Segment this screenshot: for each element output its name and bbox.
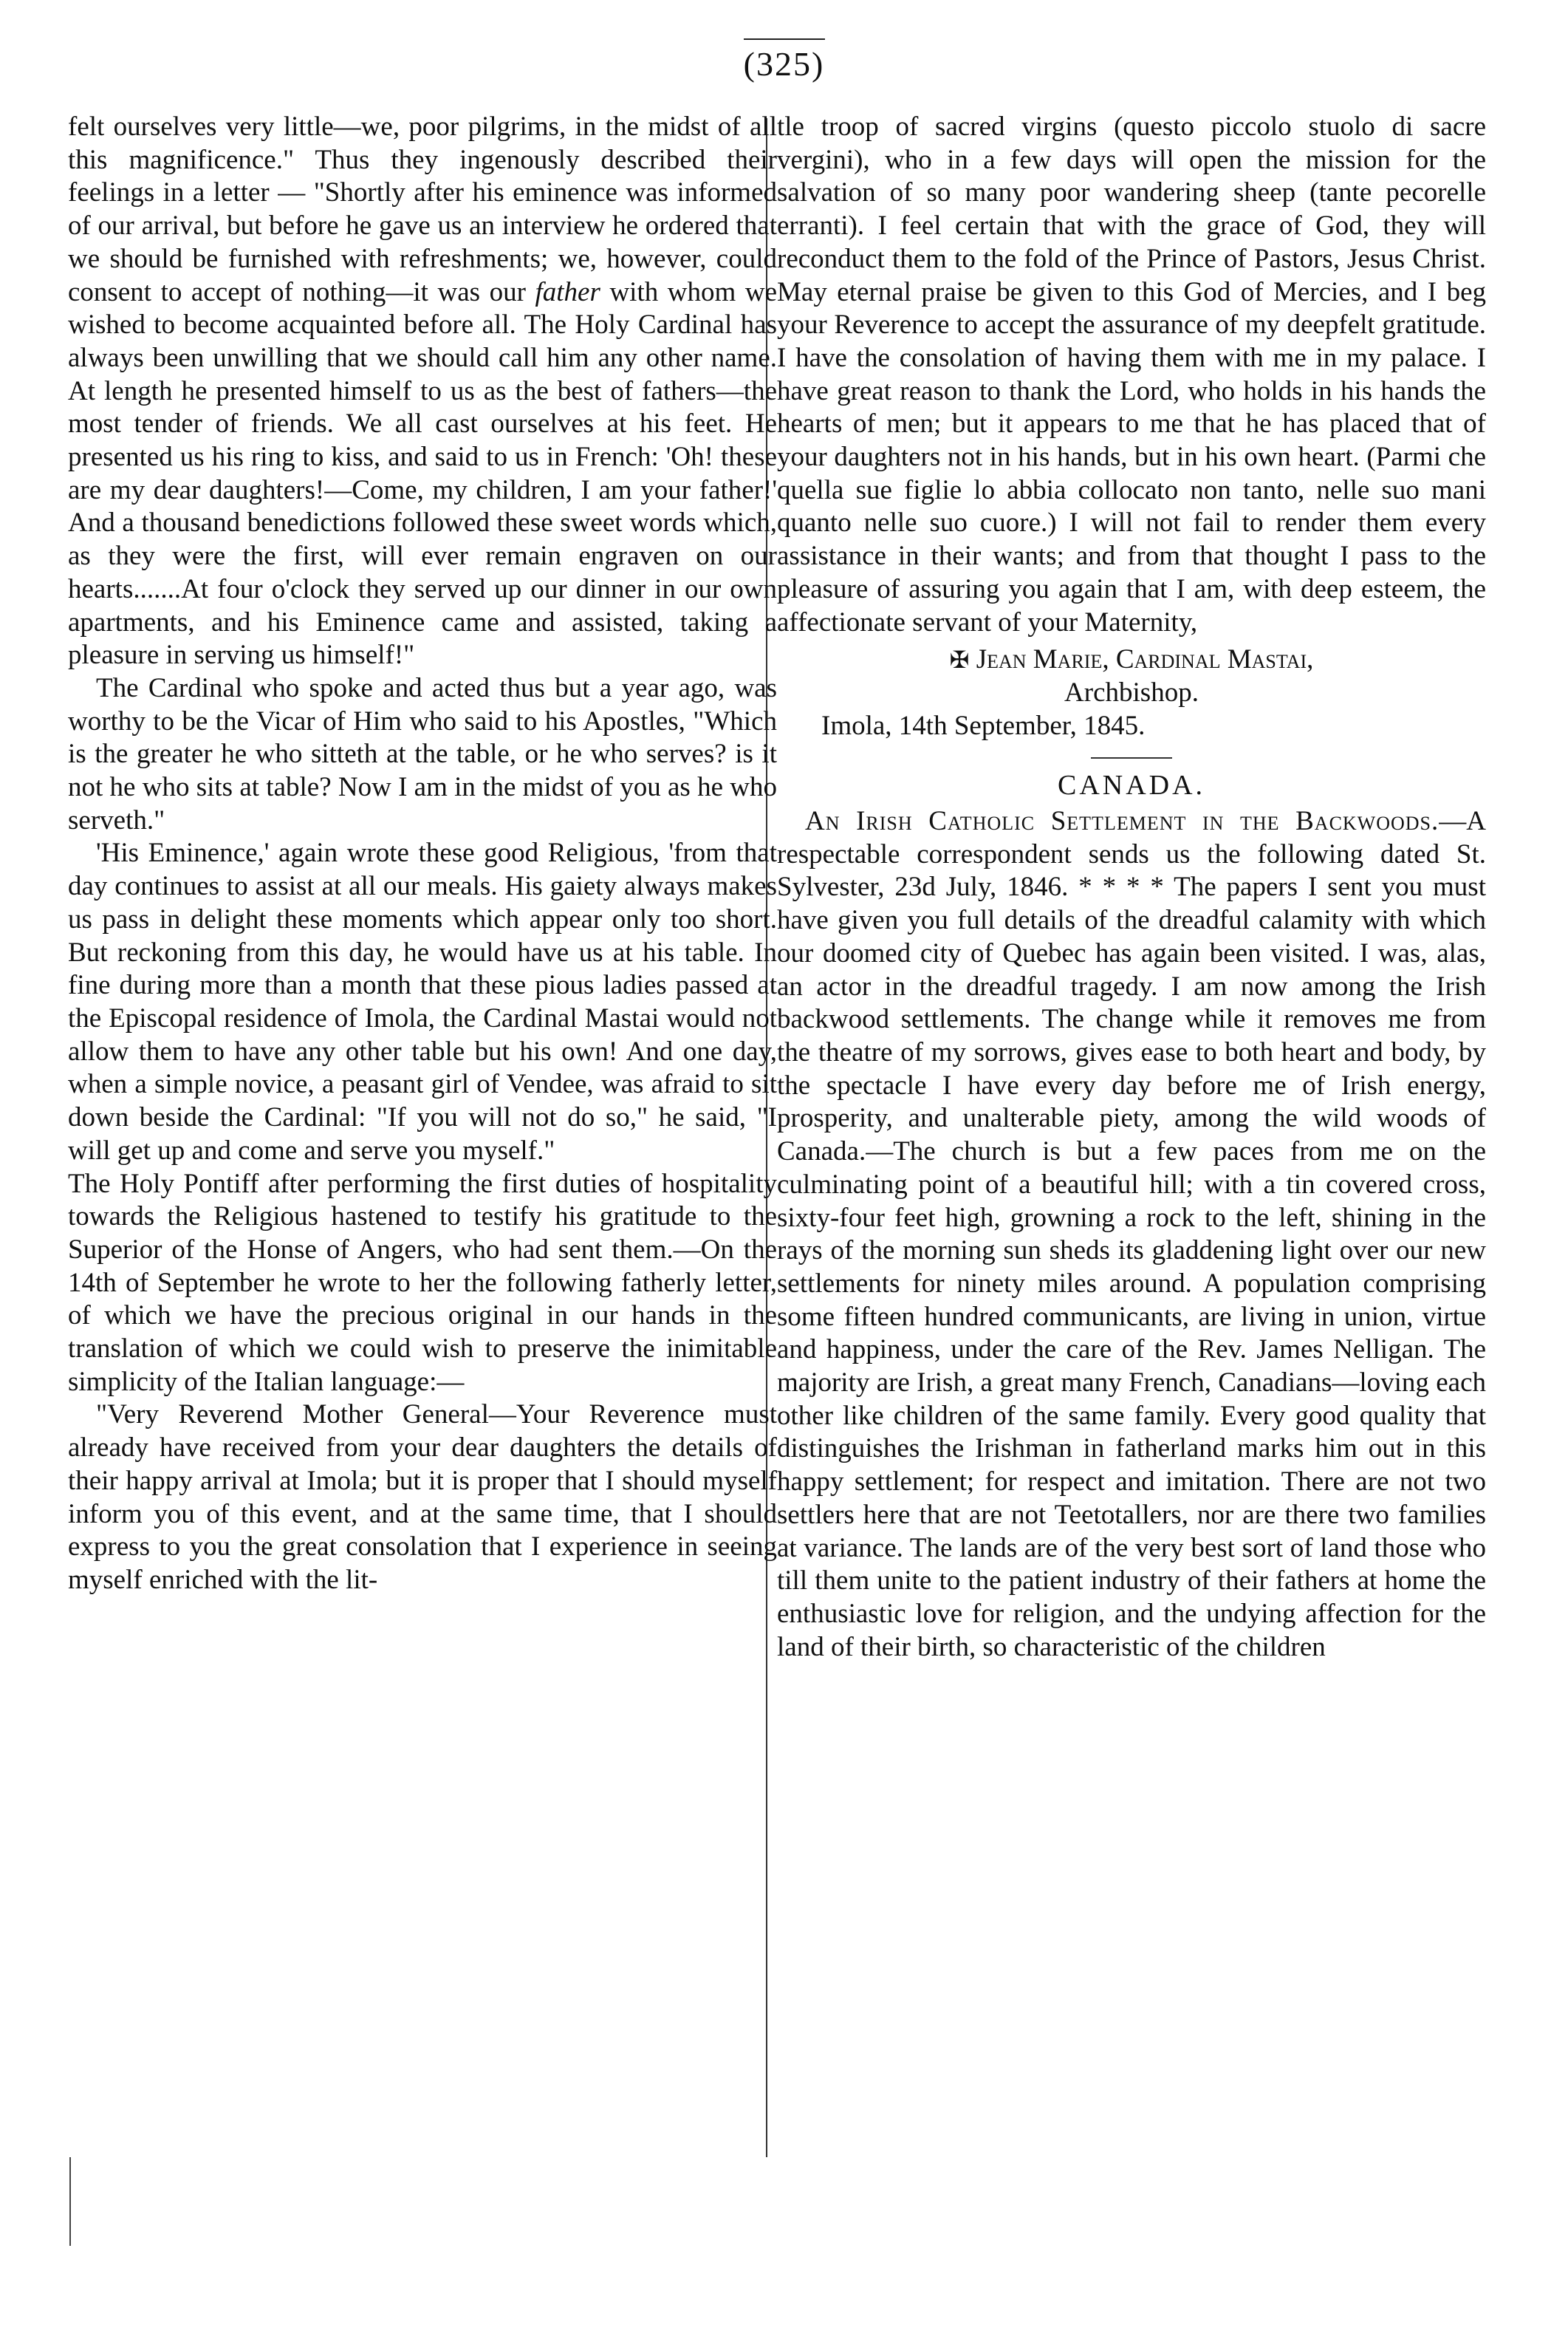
left-paragraph-1 [68, 111, 777, 672]
left-paragraph-2: The Cardinal who spoke and acted thus but a year ago, was worthy to be the Vicar of Him who said to his Apostles, "Which is the greater he who sitteth at the table, or he who serves? is it not he who sits at table? Now I am in the midst of you as he who serveth." [68, 672, 777, 836]
right-paragraph-1: tle troop of sacred virgins (questo piccolo stuolo di sacre vergini), who in a few days will open the mission for the salvation of so many poor wandering sheep (tante pecorelle erranti). I feel certain that with the grace of God, they will reconduct them to the fold of the Prince of Pastors, Jesus Christ. May eternal praise be given to this God of Mercies, and I beg your Reverence to accept the assurance of my deepfelt gratitude. I have the consolation of having them with me in my palace. I have great reason to thank the Lord, who holds in his hands the hearts of men; but it appears to me that he has placed that of your daughters not in his hands, but in his own heart. (Parmi che quella sue figlie lo abbia collocato non tanto, nelle suo mani quanto nelle suo cuore.) I will not fail to render them every assistance in their wants; and from that thought I pass to the pleasure of assuring you again that I am, with deep esteem, the affectionate servant of your Maternity, [777, 112, 1486, 638]
cross-icon: ✠ [949, 646, 970, 674]
margin-mark [69, 2157, 71, 2246]
left-paragraph-4: The Holy Pontiff after performing the first duties of hospitality towards the Religious hastened to testify his gratitude to the Superior of the Honse of Angers, who had sent them.—On the 14th of September he wrote to her the following fatherly letter, of which we have the precious original in our hands in the translation of which we could wish to preserve the inimitable simplicity of the Italian language:— [68, 1168, 777, 1397]
signature-line [777, 643, 1486, 677]
left-column [68, 111, 777, 1597]
left-paragraph-1-text: felt ourselves very little—we, poor pilgrims, in the midst of all this magnificence." Thus they ingenously described their feelings in a letter — "Shortly after his eminence was informed of our arrival, but before he gave us an interview he ordered that we should be furnished with refreshments; we, however, could consent to accept of nothing—it was our [68, 112, 777, 307]
lead-smallcaps: An Irish Catholic Settlement in the Backwoods. [805, 806, 1439, 837]
page-number-text: (325) [743, 45, 825, 83]
page-number [0, 38, 1568, 83]
signature-name: Jean Marie, [976, 644, 1109, 675]
right-column [777, 111, 1486, 1664]
section-rule [1091, 757, 1172, 759]
header-rule [744, 38, 825, 40]
right-paragraph-2 [777, 805, 1486, 1664]
right-paragraph-2-text: —A respectable correspondent sends us the following dated St. Sylvester, 23d July, 1846. * * * * The papers I sent you must have given you full details of the dreadful calamity with which our doomed city of Quebec has again been visited. I was, alas, an actor in the dreadful tragedy. I am now among the Irish backwood settlements. The change while it removes me from the theatre of my sorrows, gives ease to both heart and body, by the spectacle I have every day before me of Irish energy, prosperity, and unalterable piety, among the wild woods of Canada.—The church is but a few paces from me on the culminating point of a beautiful hill; with a tin covered cross, sixty-four feet high, growning a rock to the left, shining in the rays of the morning sun sheds its gladdening light over our new settlements for ninety miles around. A population comprising some fifteen hundred communicants, are living in union, virtue and happiness, under the care of the Rev. James Nelligan. The majority are Irish, a great many French, Canadians—loving each other like children of the same family. Every good quality that distinguishes the Irishman in fatherland marks him out in this happy settlement; for respect and imitation. There are not two settlers here that are not Teetotallers, nor are there two families at variance. The lands are of the very best sort of land those who till them unite to the patient industry of their fathers at home the enthusiastic love for religion, and the undying affection for the land of their birth, so characteristic of the children [777, 806, 1486, 1662]
signature-title: Archbishop. [1064, 677, 1199, 708]
dateline: Imola, 14th September, 1845. [821, 710, 1146, 741]
left-paragraph-5: "Very Reverend Mother General—Your Reverence must already have received from your dear daughters the details of their happy arrival at Imola; but it is proper that I should myself inform you of this event, and at the same time, that I should express to you the great consolation that I experience in seeing myself enriched with the lit- [68, 1399, 777, 1595]
left-paragraph-1-end: with whom we wished to become acquainted before all. The Holy Cardinal has always been unwilling that we should call him any other name. At length he presented himself to us as the best of fathers—the most tender of friends. We all cast ourselves at his feet. He presented us his ring to kiss, and said to us in French: 'Oh! these are my dear daughters!—Come, my children, I am your father!' And a thousand benedictions followed these sweet words which, as they were the first, will ever remain engraven on our hearts.......At four o'clock they served up our dinner in our own apartments, and his Eminence came and assisted, taking a pleasure in serving us himself!" [68, 276, 777, 671]
signature-rest: Cardinal Mastai, [1115, 644, 1314, 675]
left-paragraph-3: 'His Eminence,' again wrote these good Religious, 'from that day continues to assist at all our meals. His gaiety always makes us pass in delight these moments which appear only too short. But reckoning from this day, he would have us at his table. In fine during more than a month that these pious ladies passed at the Episcopal residence of Imola, the Cardinal Mastai would not allow them to have any other table but his own! And one day, when a simple novice, a peasant girl of Vendee, was afraid to sit down beside the Cardinal: "If you will not do so," he said, "I will get up and come and serve you myself." [68, 838, 777, 1166]
section-title: CANADA. [1057, 770, 1206, 802]
italic-father: father [535, 276, 600, 307]
